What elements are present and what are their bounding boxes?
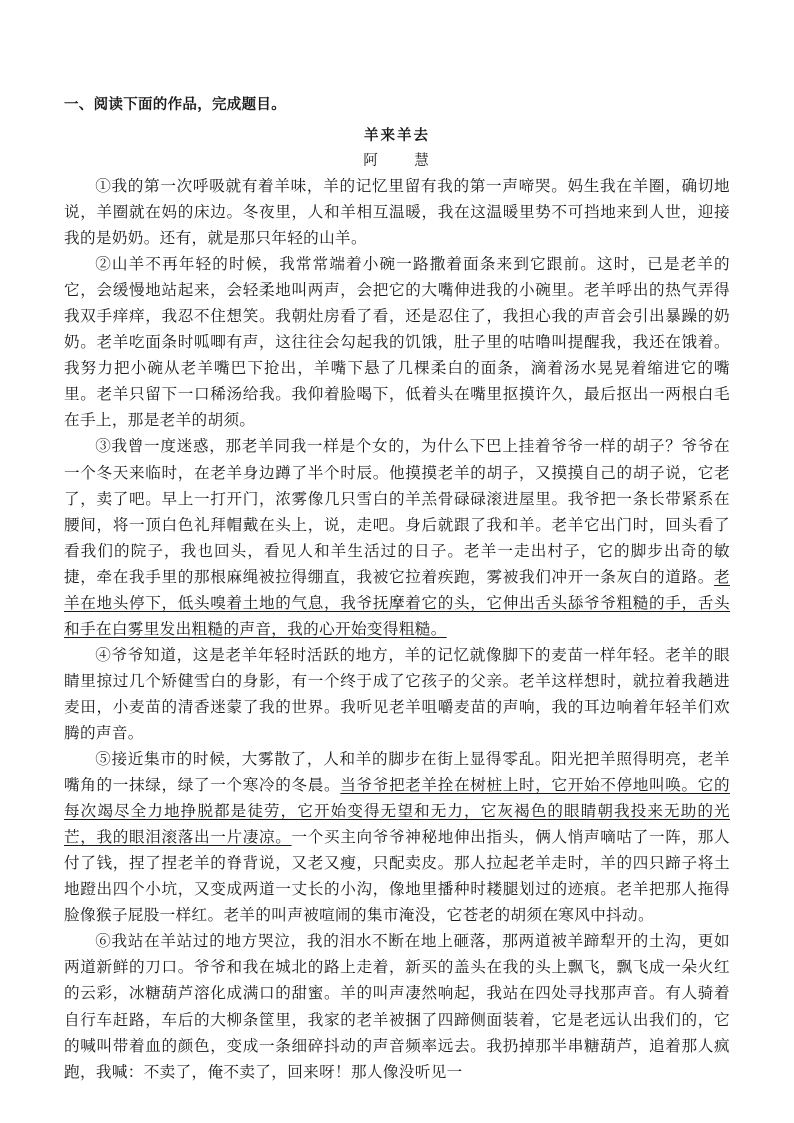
article-body bbox=[64, 173, 730, 1085]
paragraph-text: ④爷爷知道，这是老羊年轻时活跃的地方，羊的记忆就像脚下的麦苗一样年轻。老羊的眼睛里掠过几个矫健雪白的身影，有一个终于成了它孩子的父亲。老羊这样想时，就拉着我趟进麦田，小麦苗的清香迷蒙了我的世界。我听见老羊咀嚼麦苗的声响，我的耳边响着年轻羊们欢腾的声音。 bbox=[64, 645, 730, 742]
paragraph-5 bbox=[64, 746, 730, 928]
paragraph-3 bbox=[64, 433, 730, 641]
underlined-sentence: 当爷爷把老羊拴在树桩上时，它开始不停地叫唤。它的每次竭尽全力地挣脱都是徒劳，它开始变得无望和无力，它灰褐色的眼睛朝我投来无助的光芒，我的眼泪滚落出一片凄凉。 bbox=[64, 776, 731, 847]
paragraph-text: ②山羊不再年轻的时候，我常常端着小碗一路撒着面条来到它跟前。这时，已是老羊的它，会缓慢地站起来，会轻柔地叫两声，会把它的大嘴伸进我的小碗里。老羊呼出的热气弄得我双手痒痒，我忍不住想笑。我朝灶房看了看，还是忍住了，我担心我的声音会引出暴躁的奶奶。老羊吃面条时呱唧有声，这往往会勾起我的饥饿，肚子里的咕噜叫提醒我，我还在饿着。我努力把小碗从老羊嘴巴下抢出，羊嘴下悬了几棵柔白的面条，滴着汤水晃晃着缩进它的嘴里。老羊只留下一口稀汤给我。我仰着脸喝下，低着头在嘴里抠摸许久，最后抠出一两根白毛在手上，那是老羊的胡须。 bbox=[64, 255, 730, 430]
question-heading: 一、阅读下面的作品，完成题目。 bbox=[64, 96, 286, 113]
paragraph-text: ⑥我站在羊站过的地方哭泣，我的泪水不断在地上砸落，那两道被羊蹄犁开的土沟，更如两道新鲜的刀口。爷爷和我在城北的路上走着，新买的盖头在我的头上飘飞，飘飞成一朵火红的云彩，冰糖葫芦溶化成满口的甜蜜。羊的叫声凄然响起，我站在四处寻找那声音。有人骑着自行车赶路，车后的大柳条筐里，我家的老羊被捆了四蹄侧面装着，它是老远认出我们的，它的喊叫带着血的颜色，变成一条细碎抖动的声音频率远去。我扔掉那半串糖葫芦，追着那人疯跑，我喊：不卖了，俺不卖了，回来呀！那人像没听见一 bbox=[64, 932, 730, 1081]
paragraph-2 bbox=[64, 251, 730, 433]
paragraph-text: ③我曾一度迷惑，那老羊同我一样是个女的，为什么下巴上挂着爷爷一样的胡子？爷爷在一个冬天来临时，在老羊身边蹲了半个时辰。他摸摸老羊的胡子，又摸摸自己的胡子说，它老了，卖了吧。早上一打开门，浓雾像几只雪白的羊羔骨碌碌滚进屋里。我爷把一条长带紧系在腰间，将一顶白色礼拜帽戴在头上，说，走吧。身后就跟了我和羊。老羊它出门时，回头看了看我们的院子，我也回头，看见人和羊生活过的日子。老羊一走出村子，它的脚步出奇的敏捷，牵在我手里的那根麻绳被拉得绷直，我被它拉着疾跑，雾被我们冲开一条灰白的道路。 bbox=[64, 437, 730, 586]
paragraph-text-continued: 一个买主向爷爷神秘地伸出指头，俩人悄声嘀咕了一阵，那人付了钱，捏了捏老羊的脊背说，又老又瘦，只配卖皮。那人拉起老羊走时，羊的四只蹄子将土地蹬出四个小坑，又变成两道一丈长的小沟，像地里播种时耧腿划过的迹痕。老羊把那人拖得脸像猴子屁股一样红。老羊的叫声被喧闹的集市淹没，它苍老的胡须在寒风中抖动。 bbox=[64, 828, 731, 925]
paragraph-text: ⑤接近集市的时候，大雾散了，人和羊的脚步在街上显得零乱。阳光把羊照得明亮，老羊嘴角的一抹绿，绿了一个寒冷的冬晨。 bbox=[64, 750, 730, 795]
article-title: 羊来羊去 bbox=[364, 127, 430, 144]
article-author: 阿 慧 bbox=[363, 153, 445, 169]
paragraph-1 bbox=[64, 173, 730, 251]
underlined-sentence: 老羊在地头停下，低头嗅着土地的气息，我爷抚摩着它的头，它伸出舌头舔爷爷粗糙的手，舌头和手在白雾里发出粗糙的声音，我的心开始变得粗糙。 bbox=[64, 567, 730, 638]
paragraph-4 bbox=[64, 642, 730, 746]
paragraph-text: ①我的第一次呼吸就有着羊味，羊的记忆里留有我的第一声啼哭。妈生我在羊圈，确切地说，羊圈就在妈的床边。冬夜里，人和羊相互温暖，我在这温暖里势不可挡地来到人世，迎接我的是奶奶。还有，就是那只年轻的山羊。 bbox=[64, 177, 730, 248]
paragraph-6 bbox=[64, 928, 730, 1084]
